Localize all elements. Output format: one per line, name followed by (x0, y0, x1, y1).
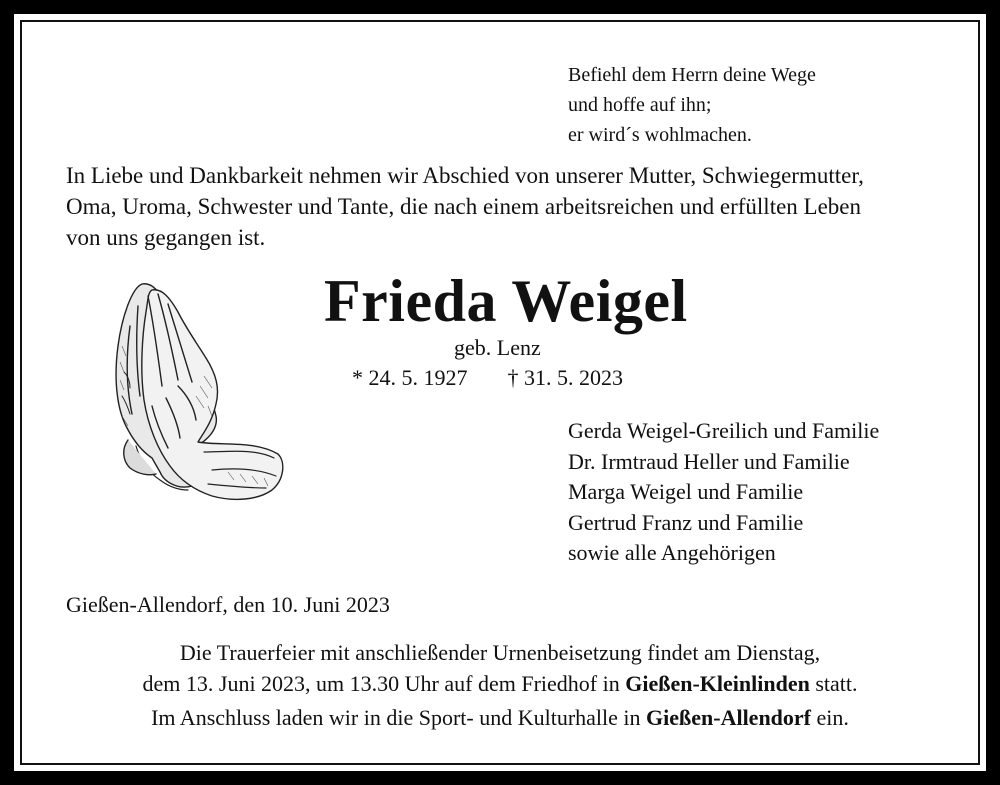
service-text: dem 13. Juni 2023, um 13.30 Uhr auf dem Friedhof in (142, 671, 626, 696)
birth-date: * 24. 5. 1927 (352, 365, 468, 390)
funeral-service-info (22, 637, 978, 733)
maiden-name: geb. Lenz (454, 335, 541, 360)
bible-verse (568, 60, 816, 150)
mourner-entry: sowie alle Angehörigen (568, 540, 776, 565)
praying-hands-icon (108, 276, 298, 521)
service-line (22, 702, 978, 733)
mourner-entry: Gertrud Franz und Familie (568, 509, 804, 535)
inner-border (20, 20, 980, 765)
death-date: † 31. 5. 2023 (507, 365, 623, 390)
obituary-notice (14, 14, 986, 771)
service-text: ein. (811, 705, 849, 730)
verse-line: und hoffe auf ihn; (568, 94, 712, 116)
service-line: Die Trauerfeier mit anschließender Urnenbeisetzung findet am Dienstag, (179, 640, 821, 665)
place-date: Gießen-Allendorf, den 10. Juni 2023 (66, 592, 390, 617)
verse-line: Befiehl dem Herrn deine Wege (568, 64, 816, 86)
deceased-name: Frieda Weigel (324, 268, 688, 334)
mourner-entry: Dr. Irmtraud Heller und Familie (568, 448, 850, 474)
mourners-list (568, 416, 879, 569)
intro-text (66, 160, 946, 253)
intro-line: In Liebe und Dankbarkeit nehmen wir Abschied von unserer Mutter, Schwiegermutter, (66, 163, 864, 188)
life-dates (352, 364, 623, 392)
service-text: statt. (809, 671, 858, 696)
verse-line: er wird´s wohlmachen. (568, 124, 752, 146)
intro-line: von uns gegangen ist. (66, 225, 266, 250)
service-text: Im Anschluss laden wir in die Sport- und Kulturhalle in (151, 705, 647, 730)
mourner-entry: Gerda Weigel-Greilich und Familie (568, 418, 880, 443)
service-line (22, 668, 978, 699)
intro-line: Oma, Uroma, Schwester und Tante, die nach einem arbeitsreichen und erfüllten Leben (66, 194, 862, 219)
reception-location: Gießen-Allendorf (646, 705, 812, 730)
cemetery-location: Gießen-Kleinlinden (625, 671, 810, 696)
mourner-entry: Marga Weigel und Familie (568, 479, 804, 504)
